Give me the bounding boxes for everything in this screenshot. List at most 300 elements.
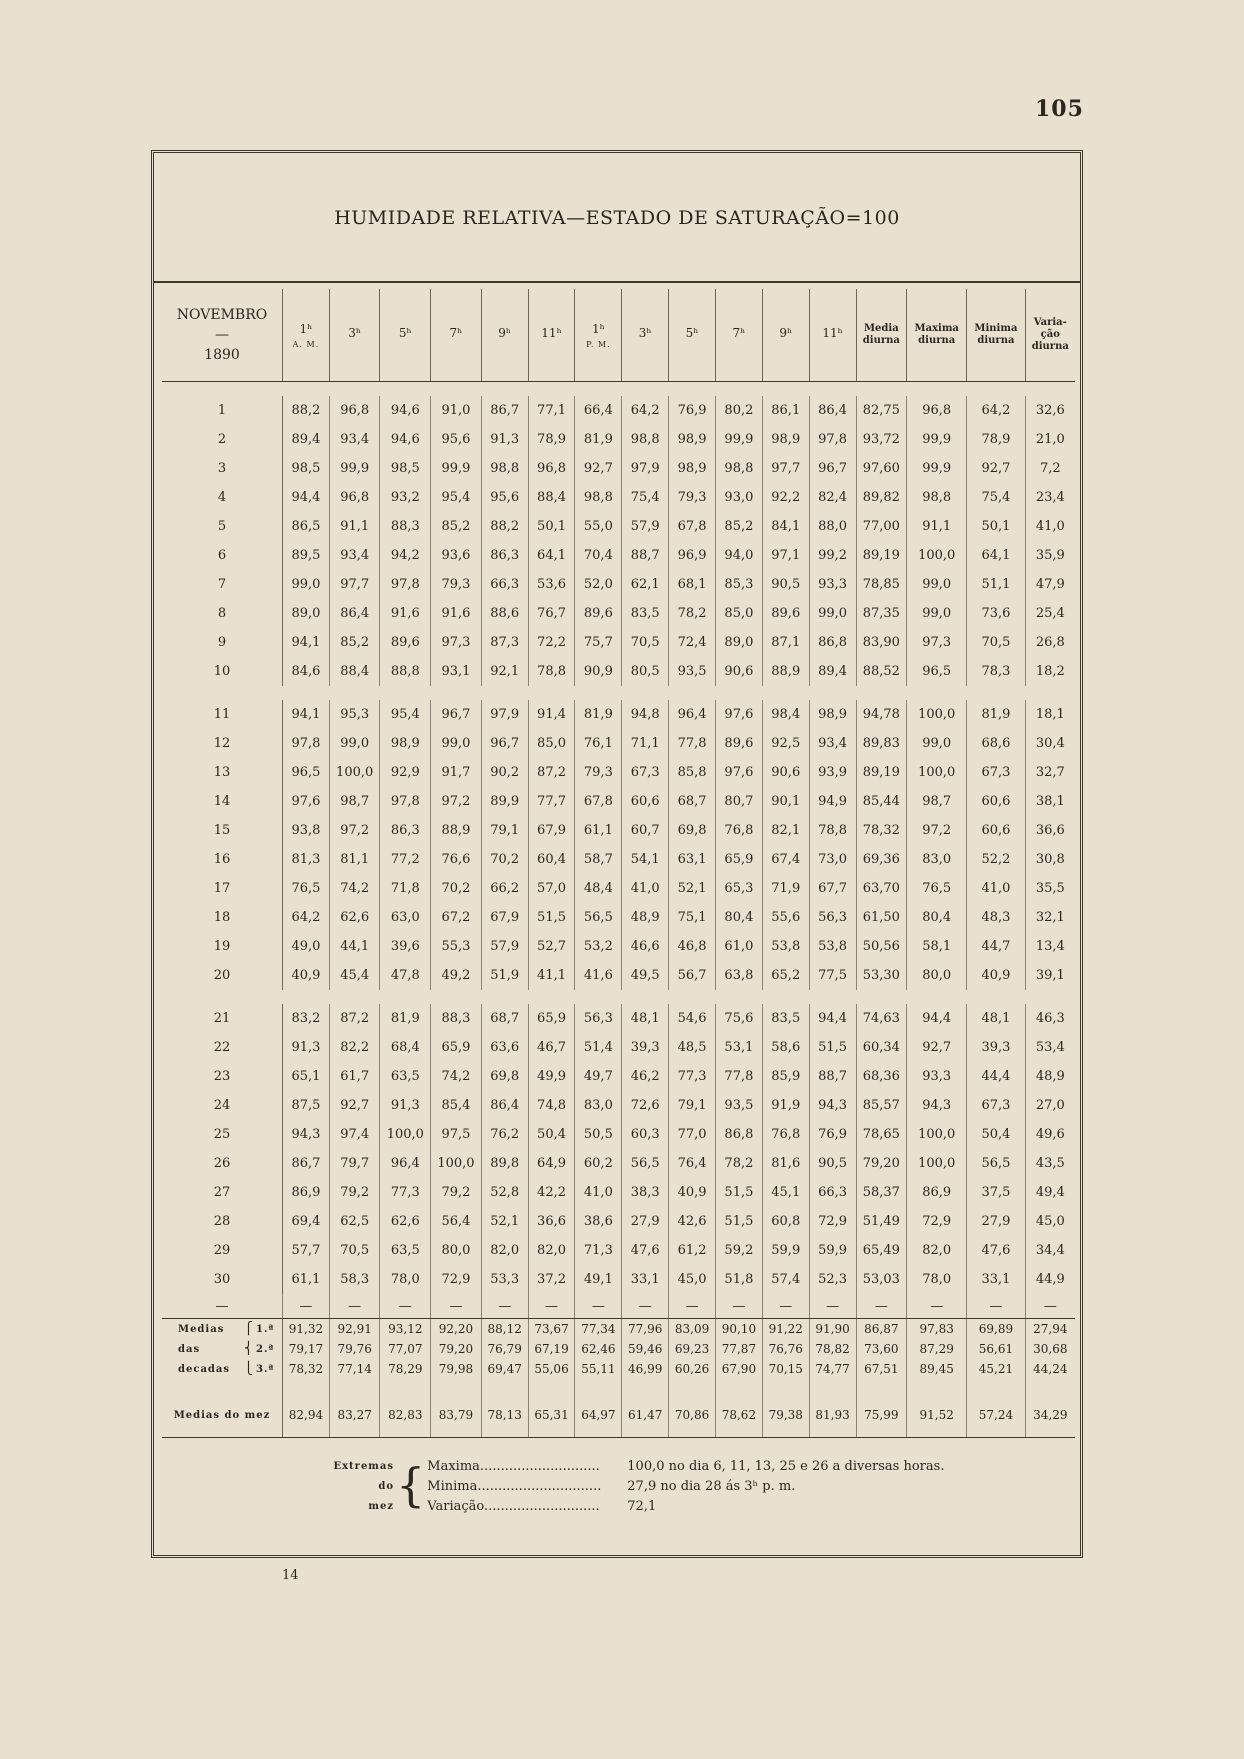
table-cell: 83,5 (762, 1004, 809, 1033)
table-cell: 76,4 (669, 1149, 716, 1178)
table-cell: 72,6 (622, 1091, 669, 1120)
table-cell: 67,7 (809, 874, 856, 903)
table-cell: 78,85 (856, 570, 907, 599)
table-cell: 85,2 (715, 512, 762, 541)
table-cell: 77,14 (329, 1359, 380, 1379)
table-cell: 44,7 (967, 932, 1025, 961)
table-cell: 45,0 (1035, 1214, 1065, 1229)
table-cell: 79,3 (669, 483, 716, 512)
spacer-row (162, 1379, 1075, 1393)
table-cell: 93,1 (431, 657, 482, 686)
table-cell: 72,9 (907, 1207, 967, 1236)
table-cell: 39,3 (967, 1033, 1025, 1062)
table-cell: 71,8 (380, 874, 431, 903)
table-cell: 67,90 (715, 1359, 762, 1379)
table-cell: 88,8 (380, 657, 431, 686)
table-row (162, 1004, 1075, 1033)
hour-header: 5ʰ (669, 289, 716, 382)
table-cell: 65,1 (283, 1062, 330, 1091)
table-cell: 32,6 (1035, 403, 1065, 418)
table-cell: 20 (162, 961, 283, 990)
table-cell: 35,9 (1035, 548, 1065, 563)
table-cell: 7,2 (1039, 461, 1061, 476)
hour-header: 9ʰ (762, 289, 809, 382)
table-cell: 51,5 (809, 1033, 856, 1062)
table-cell: 78,82 (809, 1339, 856, 1359)
table-cell: 50,4 (967, 1120, 1025, 1149)
table-cell: 92,91 (329, 1319, 380, 1340)
table-cell: 68,6 (967, 729, 1025, 758)
table-cell: 87,5 (283, 1091, 330, 1120)
table-cell: 91,1 (907, 512, 967, 541)
table-cell: 59,46 (622, 1339, 669, 1359)
table-cell: 9 (162, 628, 283, 657)
table-cell: 67,9 (481, 903, 528, 932)
table-cell: 40,9 (283, 961, 330, 990)
table-row (162, 396, 1075, 425)
table-cell: 97,3 (431, 628, 482, 657)
table-cell: 94,4 (907, 1004, 967, 1033)
table-cell: 50,1 (528, 512, 575, 541)
table-cell: 78,62 (715, 1393, 762, 1438)
table-cell: 99,9 (907, 454, 967, 483)
table-cell: 30,8 (1035, 852, 1065, 867)
separator-row (162, 1294, 1075, 1319)
table-cell: 48,5 (669, 1033, 716, 1062)
table-cell: 90,6 (762, 758, 809, 787)
table-cell: 32,7 (1035, 765, 1065, 780)
table-cell: 92,20 (431, 1319, 482, 1340)
table-cell: 50,56 (856, 932, 907, 961)
table-cell: 78,32 (856, 816, 907, 845)
table-cell: 74,2 (431, 1062, 482, 1091)
table-cell: 97,8 (809, 425, 856, 454)
table-cell: 34,4 (1035, 1243, 1065, 1258)
table-cell: 86,9 (907, 1178, 967, 1207)
spacer-row (162, 686, 1075, 700)
table-cell: 51,4 (575, 1033, 622, 1062)
table-cell: 55,6 (762, 903, 809, 932)
table-cell: 49,6 (1035, 1127, 1065, 1142)
table-cell: 76,5 (283, 874, 330, 903)
table-cell: 95,6 (481, 483, 528, 512)
table-cell: 41,1 (528, 961, 575, 990)
table-cell: 88,2 (283, 396, 330, 425)
hour-header: 3ʰ (329, 289, 380, 382)
table-cell: 77,8 (669, 729, 716, 758)
table-cell: 83,90 (856, 628, 907, 657)
table-cell: 21 (162, 1004, 283, 1033)
table-cell: 88,7 (809, 1062, 856, 1091)
table-cell: 62,1 (622, 570, 669, 599)
table-cell: 95,4 (380, 700, 431, 729)
table-cell: 26 (162, 1149, 283, 1178)
table-cell: 76,8 (715, 816, 762, 845)
dash-cell: — (1025, 1294, 1075, 1319)
table-cell: 41,0 (622, 874, 669, 903)
table-cell: 96,8 (907, 396, 967, 425)
table-cell: 100,0 (329, 758, 380, 787)
table-cell: 64,2 (283, 903, 330, 932)
table-cell: 99,0 (907, 599, 967, 628)
table-cell: 63,70 (856, 874, 907, 903)
table-row (162, 512, 1075, 541)
table-cell: 56,3 (809, 903, 856, 932)
table-cell: 61,1 (283, 1265, 330, 1294)
table-cell: 67,51 (856, 1359, 907, 1379)
table-cell: 59,9 (809, 1236, 856, 1265)
table-cell: 51,5 (715, 1207, 762, 1236)
table-row (162, 1033, 1075, 1062)
table-cell: 65,2 (762, 961, 809, 990)
extremes-label: Extremas do mez (333, 1461, 394, 1512)
table-cell: 85,2 (431, 512, 482, 541)
table-cell: 64,2 (622, 396, 669, 425)
table-cell: 89,6 (762, 599, 809, 628)
table-row (162, 758, 1075, 787)
table-cell: 96,7 (481, 729, 528, 758)
table-cell: 72,4 (669, 628, 716, 657)
table-cell: 2 (162, 425, 283, 454)
table-row (162, 599, 1075, 628)
table-cell: 97,5 (431, 1120, 482, 1149)
table-cell: 99,0 (431, 729, 482, 758)
table-cell: 97,2 (329, 816, 380, 845)
table-cell: 52,0 (575, 570, 622, 599)
dash-cell: — (762, 1294, 809, 1319)
table-cell: 74,2 (329, 874, 380, 903)
table-row (162, 1149, 1075, 1178)
table-cell: 85,4 (431, 1091, 482, 1120)
table-cell: 67,8 (669, 512, 716, 541)
table-cell: 53,6 (528, 570, 575, 599)
table-cell: 92,7 (329, 1091, 380, 1120)
decade-label-text: decadas (178, 1364, 231, 1375)
table-cell: 53,4 (1035, 1040, 1065, 1055)
spacer-row (162, 990, 1075, 1004)
table-cell: 82,1 (762, 816, 809, 845)
table-cell: 91,52 (907, 1393, 967, 1438)
table-cell: 51,5 (715, 1178, 762, 1207)
table-cell: 83,0 (575, 1091, 622, 1120)
table-cell: 27,0 (1035, 1098, 1065, 1113)
table-cell: 93,5 (669, 657, 716, 686)
dash-cell: — (669, 1294, 716, 1319)
table-cell: 92,7 (967, 454, 1025, 483)
table-cell: 78,29 (380, 1359, 431, 1379)
table-cell: 87,2 (528, 758, 575, 787)
table-cell: 22 (162, 1033, 283, 1062)
table-cell: 76,1 (575, 729, 622, 758)
table-cell: 98,8 (481, 454, 528, 483)
table-cell: 65,9 (715, 845, 762, 874)
table-cell: 77,0 (669, 1120, 716, 1149)
table-cell: 96,8 (528, 454, 575, 483)
table-cell: 65,9 (431, 1033, 482, 1062)
table-cell: 87,35 (856, 599, 907, 628)
table-cell: 83,79 (431, 1393, 482, 1438)
table-cell: 39,6 (380, 932, 431, 961)
table-cell: 70,2 (481, 845, 528, 874)
table-cell: 96,5 (283, 758, 330, 787)
table-cell: 72,9 (431, 1265, 482, 1294)
table-cell: 97,3 (907, 628, 967, 657)
table-cell: 62,46 (575, 1339, 622, 1359)
table-cell: 29 (162, 1236, 283, 1265)
table-cell: 49,9 (528, 1062, 575, 1091)
table-cell: 39,1 (1035, 968, 1065, 983)
table-cell: 99,0 (329, 729, 380, 758)
table-cell: 93,4 (809, 729, 856, 758)
table-row (162, 961, 1075, 990)
table-cell: 77,96 (622, 1319, 669, 1340)
table-cell: 69,89 (967, 1319, 1025, 1340)
table-cell: 87,3 (481, 628, 528, 657)
table-cell: 53,03 (856, 1265, 907, 1294)
table-cell: 82,0 (907, 1236, 967, 1265)
table-cell: 80,5 (622, 657, 669, 686)
table-cell: 91,4 (528, 700, 575, 729)
table-cell: 58,1 (907, 932, 967, 961)
table-cell: 75,1 (669, 903, 716, 932)
table-cell: 95,3 (329, 700, 380, 729)
table-cell: 78,9 (967, 425, 1025, 454)
table-row (162, 729, 1075, 758)
table-cell: 82,0 (528, 1236, 575, 1265)
table-cell: 50,4 (528, 1120, 575, 1149)
table-cell: 79,20 (856, 1149, 907, 1178)
dash-cell: — (715, 1294, 762, 1319)
table-cell: 23,4 (1035, 490, 1065, 505)
decade-mark: 2.ª (256, 1344, 275, 1355)
table-cell: 15 (162, 816, 283, 845)
table-cell: 91,32 (283, 1319, 330, 1340)
table-cell: 86,1 (762, 396, 809, 425)
table-cell: 30 (162, 1265, 283, 1294)
table-cell: 81,93 (809, 1393, 856, 1438)
table-cell: 65,49 (856, 1236, 907, 1265)
table-cell: 77,34 (575, 1319, 622, 1340)
table-cell: 56,3 (575, 1004, 622, 1033)
table-cell: 57,4 (762, 1265, 809, 1294)
table-cell: 83,09 (669, 1319, 716, 1340)
table-cell: 82,4 (809, 483, 856, 512)
table-cell: 5 (162, 512, 283, 541)
table-cell: 76,8 (762, 1120, 809, 1149)
table-cell: 35,5 (1035, 881, 1065, 896)
table-cell: 77,87 (715, 1339, 762, 1359)
table-row (162, 1265, 1075, 1294)
table-cell: 18 (162, 903, 283, 932)
table-cell: 82,2 (329, 1033, 380, 1062)
table-cell: 90,9 (575, 657, 622, 686)
table-cell: 91,1 (329, 512, 380, 541)
hour-header: 5ʰ (380, 289, 431, 382)
dash-cell: — (575, 1294, 622, 1319)
table-cell: 21,0 (1035, 432, 1065, 447)
table-cell: 60,6 (967, 816, 1025, 845)
table-cell: 94,78 (856, 700, 907, 729)
table-cell: 23 (162, 1062, 283, 1091)
table-cell: 19 (162, 932, 283, 961)
table-cell: 90,5 (762, 570, 809, 599)
table-cell: 55,06 (528, 1359, 575, 1379)
table-cell: 97,9 (481, 700, 528, 729)
table-cell: 83,2 (283, 1004, 330, 1033)
table-cell: 84,1 (762, 512, 809, 541)
table-cell: 60,2 (575, 1149, 622, 1178)
table-cell: 89,4 (809, 657, 856, 686)
table-cell: 89,4 (283, 425, 330, 454)
table-cell: 52,2 (967, 845, 1025, 874)
table-cell: 94,1 (283, 700, 330, 729)
table-cell: 97,6 (715, 700, 762, 729)
table-cell: 99,0 (283, 570, 330, 599)
table-cell: 88,52 (856, 657, 907, 686)
table-cell: 79,3 (575, 758, 622, 787)
table-cell: 78,0 (907, 1265, 967, 1294)
table-cell: 91,7 (431, 758, 482, 787)
table-cell: 77,2 (380, 845, 431, 874)
table-cell: 53,30 (856, 961, 907, 990)
table-cell: 51,8 (715, 1265, 762, 1294)
decade-label (162, 1359, 283, 1379)
table-cell: 65,31 (528, 1393, 575, 1438)
table-cell: 64,97 (575, 1393, 622, 1438)
table-cell: 49,2 (431, 961, 482, 990)
table-cell: 71,9 (762, 874, 809, 903)
table-cell: 44,4 (967, 1062, 1025, 1091)
table-cell: 83,0 (907, 845, 967, 874)
table-cell: 33,1 (622, 1265, 669, 1294)
table-cell: 93,4 (329, 541, 380, 570)
table-cell: 85,44 (856, 787, 907, 816)
table-cell: 94,3 (907, 1091, 967, 1120)
table-cell: 66,3 (809, 1178, 856, 1207)
table-cell: 53,2 (575, 932, 622, 961)
table-cell: 96,4 (380, 1149, 431, 1178)
table-cell: 79,1 (481, 816, 528, 845)
table-cell: 97,8 (283, 729, 330, 758)
table-cell: 79,98 (431, 1359, 482, 1379)
table-cell: 94,4 (283, 483, 330, 512)
decade-label (162, 1319, 283, 1340)
table-cell: 100,0 (431, 1149, 482, 1178)
dash-cell: — (907, 1294, 967, 1319)
table-row (162, 541, 1075, 570)
table-cell: 85,57 (856, 1091, 907, 1120)
table-cell: 57,24 (967, 1393, 1025, 1438)
table-cell: 72,9 (809, 1207, 856, 1236)
table-cell: 92,1 (481, 657, 528, 686)
table-cell: 88,3 (431, 1004, 482, 1033)
table-cell: 45,0 (669, 1265, 716, 1294)
table-cell: 45,4 (329, 961, 380, 990)
table-cell: 58,6 (762, 1033, 809, 1062)
table-cell: 30,4 (1035, 736, 1065, 751)
table-cell: 90,10 (715, 1319, 762, 1340)
table-row (162, 874, 1075, 903)
table-cell: 89,19 (856, 758, 907, 787)
table-cell: 67,4 (762, 845, 809, 874)
table-cell: 63,1 (669, 845, 716, 874)
table-cell: 25 (162, 1120, 283, 1149)
table-cell: 98,8 (907, 483, 967, 512)
hour-header: 11ʰ (809, 289, 856, 382)
table-cell: 67,9 (528, 816, 575, 845)
table-cell: 63,6 (481, 1033, 528, 1062)
table-cell: 94,0 (715, 541, 762, 570)
table-cell: 78,32 (283, 1359, 330, 1379)
table-row (162, 932, 1075, 961)
table-cell: 89,8 (481, 1149, 528, 1178)
table-cell: 46,3 (1035, 1011, 1065, 1026)
media-diurna-header: Media diurna (856, 289, 907, 382)
decade-mark: 3.ª (256, 1364, 275, 1375)
table-cell: 44,24 (1033, 1362, 1068, 1376)
table-cell: 93,72 (856, 425, 907, 454)
table-cell: 55,11 (575, 1359, 622, 1379)
table-cell: 49,0 (283, 932, 330, 961)
dash-cell: — (380, 1294, 431, 1319)
table-cell: 100,0 (907, 758, 967, 787)
table-cell: 55,0 (575, 512, 622, 541)
table-body (162, 382, 1075, 1438)
table-cell: 27,9 (967, 1207, 1025, 1236)
table-cell: 91,3 (380, 1091, 431, 1120)
table-cell: 60,34 (856, 1033, 907, 1062)
table-cell: 70,2 (431, 874, 482, 903)
table-cell: 97,1 (762, 541, 809, 570)
table-cell: 67,8 (575, 787, 622, 816)
table-cell: 64,2 (967, 396, 1025, 425)
table-cell: 93,8 (283, 816, 330, 845)
table-cell: 56,7 (669, 961, 716, 990)
table-cell: 58,3 (329, 1265, 380, 1294)
extremes-keys: Maxima............................. Minima.............................. Variação............................ (427, 1459, 602, 1514)
table-row (162, 483, 1075, 512)
table-cell: 67,3 (967, 758, 1025, 787)
table-cell: 7 (162, 570, 283, 599)
table-cell: 97,2 (431, 787, 482, 816)
maxima-diurna-header: Maxima diurna (907, 289, 967, 382)
table-cell: 41,0 (575, 1178, 622, 1207)
table-cell: 56,5 (967, 1149, 1025, 1178)
table-cell: 39,3 (622, 1033, 669, 1062)
table-cell: 85,2 (329, 628, 380, 657)
decade-mark: 1.ª (256, 1324, 275, 1335)
table-cell: 94,2 (380, 541, 431, 570)
table-cell: 50,1 (967, 512, 1025, 541)
variacao-diurna-header: Varia- ção diurna (1025, 289, 1075, 382)
table-cell: 38,1 (1035, 794, 1065, 809)
table-cell: 37,5 (967, 1178, 1025, 1207)
table-cell: 52,8 (481, 1178, 528, 1207)
table-cell: 81,1 (329, 845, 380, 874)
table-cell: 58,7 (575, 845, 622, 874)
table-cell: 100,0 (907, 1120, 967, 1149)
table-cell: 68,1 (669, 570, 716, 599)
table-cell: 37,2 (528, 1265, 575, 1294)
table-cell: 30,68 (1033, 1342, 1068, 1356)
table-cell: 42,6 (669, 1207, 716, 1236)
table-cell: 86,87 (856, 1319, 907, 1340)
table-cell: 95,6 (431, 425, 482, 454)
table-cell: 98,7 (907, 787, 967, 816)
table-cell: 24 (162, 1091, 283, 1120)
table-cell: 94,6 (380, 396, 431, 425)
table-row (162, 628, 1075, 657)
